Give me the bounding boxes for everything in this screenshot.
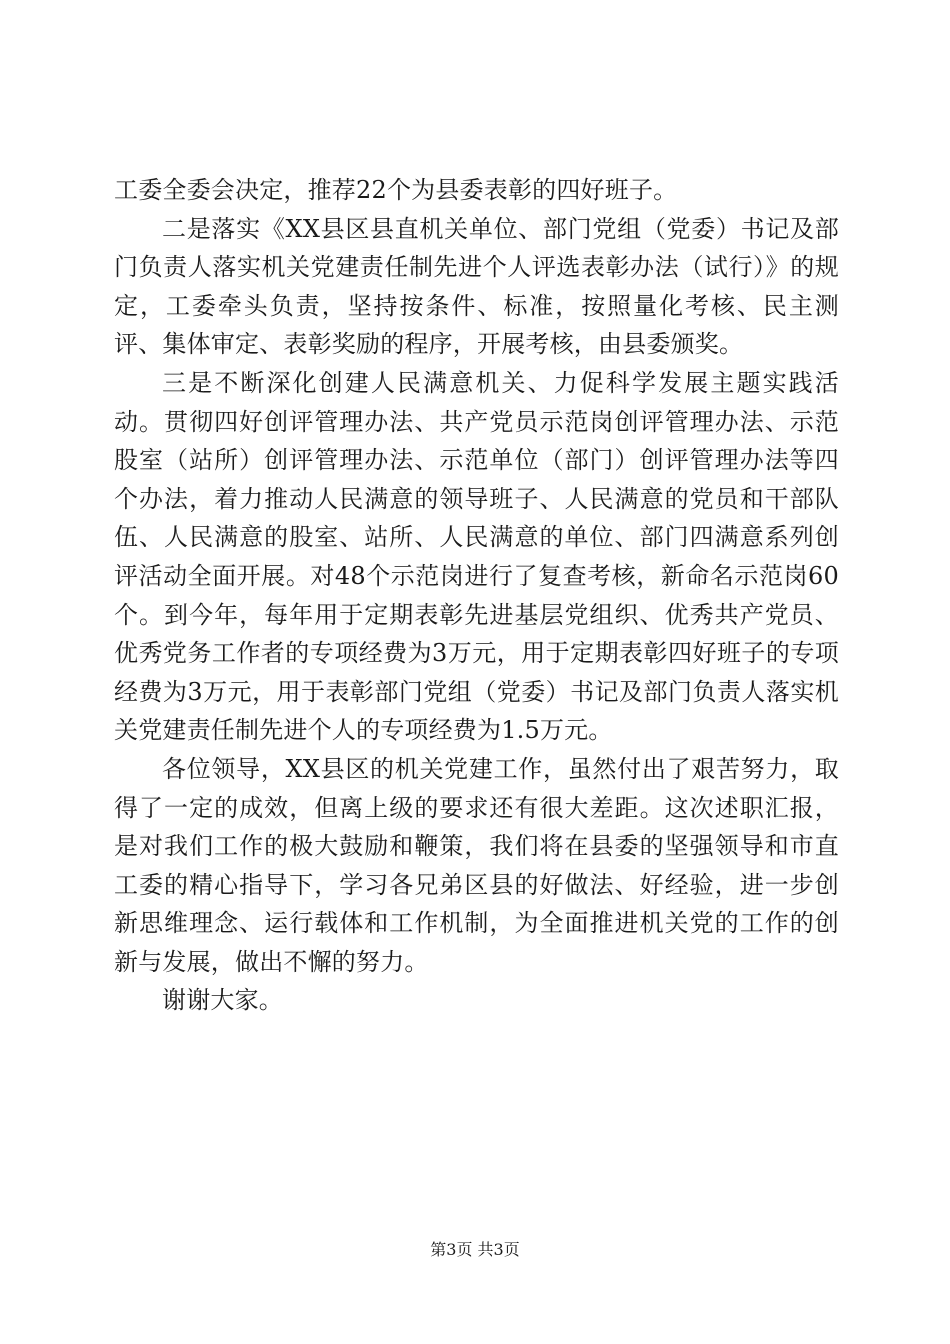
paragraph-point-two: 二是落实《XX县区县直机关单位、部门党组（党委）书记及部门负责人落实机关党建责任制先进个人评选表彰办法（试行）》的规定，工委牵头负责，坚持按条件、标准，按照量化考核、民主测评、集体审定、表彰奖励的程序，开展考核，由县委颁奖。	[114, 214, 839, 359]
page-footer	[0, 1240, 950, 1260]
paragraph-point-three: 三是不断深化创建人民满意机关、力促科学发展主题实践活动。贯彻四好创评管理办法、共产党员示范岗创评管理办法、示范股室（站所）创评管理办法、示范单位（部门）创评管理办法等四个办法，着力推动人民满意的领导班子、人民满意的党员和干部队伍、人民满意的股室、站所、人民满意的单位、部门四满意系列创评活动全面开展。对48个示范岗进行了复查考核，新命名示范岗60个。到今年，每年用于定期表彰先进基层党组织、优秀共产党员、优秀党务工作者的专项经费为3万元，用于定期表彰四好班子的专项经费为3万元，用于表彰部门党组（党委）书记及部门负责人落实机关党建责任制先进个人的专项经费为1.5万元。	[114, 368, 839, 745]
page-number: 第3页 共3页	[430, 1240, 520, 1259]
paragraph-thanks: 谢谢大家。	[162, 986, 283, 1015]
paragraph-continuation: 工委全委会决定，推荐22个为县委表彰的四好班子。	[114, 176, 678, 204]
paragraph-closing: 各位领导，XX县区的机关党建工作，虽然付出了艰苦努力，取得了一定的成效，但离上级的要求还有很大差距。这次述职汇报，是对我们工作的极大鼓励和鞭策，我们将在县委的坚强领导和市直工委的精心指导下，学习各兄弟区县的好做法、好经验，进一步创新思维理念、运行载体和工作机制，为全面推进机关党的工作的创新与发展，做出不懈的努力。	[114, 754, 839, 976]
document-body	[114, 171, 839, 1020]
